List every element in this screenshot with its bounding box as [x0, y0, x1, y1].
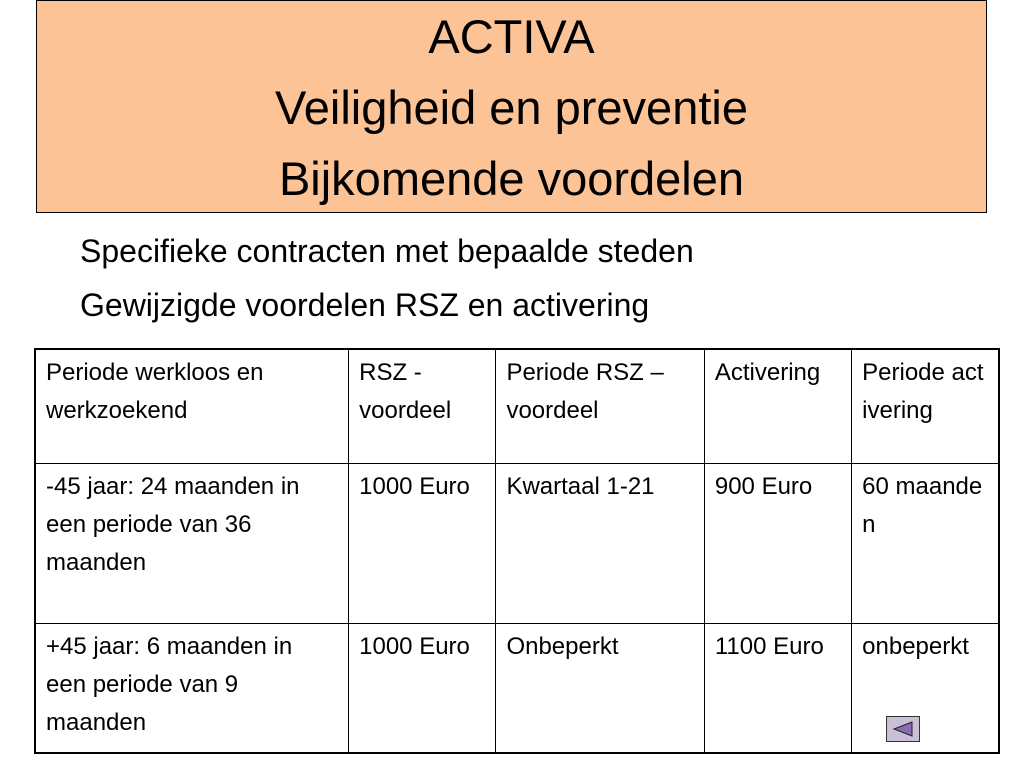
table-row [35, 623, 999, 753]
cell-text: 60 maanden [862, 472, 983, 538]
header-period-rsz-benefit: Periode RSZ – voordeel [506, 359, 664, 424]
bullet-list [80, 224, 694, 332]
triangle-left-icon [891, 720, 915, 738]
cell-text: +45 jaar: 6 maanden in een periode van 9 maanden [46, 632, 293, 736]
table-cell [704, 463, 851, 623]
header-rsz-benefit: RSZ - voordeel [359, 359, 452, 424]
previous-slide-button[interactable] [886, 716, 920, 742]
table-cell [704, 623, 851, 753]
table-cell [852, 623, 999, 753]
table-cell [496, 463, 704, 623]
bullet-item: Gewijzigde voordelen RSZ en activering [80, 287, 650, 323]
table-row [35, 463, 999, 623]
slide-subtitle-2: Bijkomende voordelen [278, 152, 745, 205]
title-box [36, 0, 987, 213]
header-cell [496, 349, 704, 463]
table-cell [35, 623, 349, 753]
header-cell [704, 349, 851, 463]
header-period-unemployed: Periode werkloos en werkzoekend [46, 359, 264, 424]
header-cell [35, 349, 349, 463]
table-header-row [35, 349, 999, 463]
table-cell [852, 463, 999, 623]
slide-subtitle-1: Veiligheid en preventie [275, 81, 748, 134]
table-cell [496, 623, 704, 753]
cell-text: Kwartaal 1-21 [506, 472, 655, 500]
cell-text: onbeperkt [862, 632, 969, 660]
cell-text: Onbeperkt [506, 632, 619, 660]
slide-title: ACTIVA [428, 10, 595, 63]
table-cell [349, 463, 496, 623]
header-activation: Activering [714, 359, 821, 386]
cell-text: 1000 Euro [359, 632, 470, 660]
benefits-table [34, 348, 1000, 754]
table-cell [349, 623, 496, 753]
header-cell [349, 349, 496, 463]
cell-text: 1000 Euro [359, 472, 470, 500]
header-cell [852, 349, 999, 463]
table-cell [35, 463, 349, 623]
bullet-item: Specifieke contracten met bepaalde steden [80, 233, 694, 269]
cell-text: -45 jaar: 24 maanden in een periode van 36 maanden [46, 472, 300, 576]
header-period-activation: Periode activering [862, 359, 984, 424]
cell-text: 900 Euro [714, 472, 813, 500]
cell-text: 1100 Euro [714, 632, 824, 660]
